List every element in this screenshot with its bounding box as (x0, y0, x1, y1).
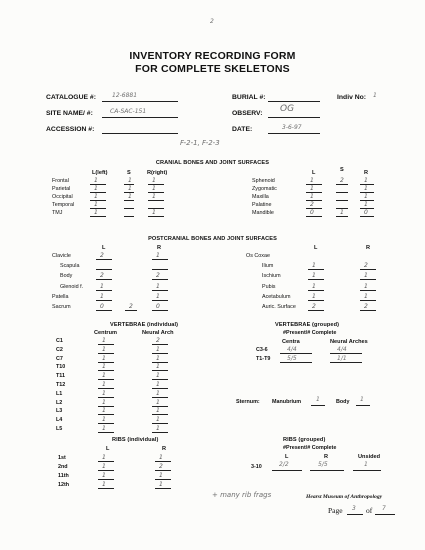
vertebra-entry-line (152, 379, 168, 380)
post-left-entry-line (96, 269, 112, 270)
rib-entry-line (98, 488, 114, 489)
cranial-left-entry-line (124, 216, 134, 217)
cranial-right-entry-line (306, 216, 322, 217)
cranial-left-row-label: Frontal (52, 178, 69, 184)
post-right-row-label: Acetabulum (262, 293, 291, 300)
post-left-entry-line (96, 300, 112, 301)
post-left-row-label: Glenoid f. (60, 283, 84, 290)
post-left-row-label: Sacrum (52, 304, 71, 310)
site-line (102, 117, 178, 118)
rib-row-label: 2nd (58, 464, 68, 470)
cranial-left-entry-mark[interactable]: 1 (128, 184, 132, 192)
vertebra-entry-mark[interactable]: 2 (156, 337, 160, 344)
vertebra-entry-line (98, 370, 114, 371)
catalogue-line (102, 101, 178, 102)
vertebrae-grp-centra-line (280, 362, 312, 363)
post-right-row-label: Ilium (262, 263, 274, 270)
cranial-right-row-label: Zygomatic (252, 185, 277, 192)
vertebra-row-label: C2 (56, 346, 63, 353)
rib-entry-mark[interactable]: 1 (102, 454, 106, 461)
vertebra-entry-line (98, 379, 114, 380)
post-left-entry-mark[interactable]: 1 (100, 292, 104, 300)
post-right-row-label: Ischium (262, 273, 281, 280)
cranial-right-row-label: Palatine (252, 201, 272, 208)
vertebra-row-label: T10 (56, 364, 66, 371)
vertebrae-grp-neural-line (330, 362, 362, 363)
post-left-entry-line (152, 300, 168, 301)
vertebra-entry-line (152, 353, 168, 354)
rib-entry-mark[interactable]: 1 (102, 481, 106, 488)
extra-note: F-2-1, F-2-3 (180, 139, 220, 147)
cranial-left-entry-line (148, 200, 164, 201)
cranial-right-entry-mark[interactable]: 0 (364, 208, 368, 216)
vertebra-row-label: L5 (56, 426, 63, 432)
cranial-right-entry-line (336, 192, 348, 193)
ribs-grp-left-value[interactable]: 2/2 (279, 461, 289, 468)
rib-row-label: 12th (58, 482, 70, 488)
cranial-right-entry-mark[interactable]: 1 (340, 208, 344, 216)
page-total[interactable]: 7 (382, 505, 386, 512)
cranial-section-title: CRANIAL BONES AND JOINT SURFACES (155, 160, 270, 166)
post-left-entry-mark[interactable]: 1 (156, 252, 160, 259)
cranial-left-entry-line (124, 208, 134, 209)
cranial-left-entry-line (148, 192, 164, 193)
post-left-row-label: Patella (52, 293, 69, 300)
vertebra-entry-line (152, 432, 168, 433)
vertebra-entry-line (152, 406, 168, 407)
cranial-right-entry-mark[interactable]: 0 (310, 208, 314, 216)
vertebra-entry-line (98, 344, 114, 345)
sternum-body-value[interactable]: 1 (360, 396, 364, 403)
cranial-right-row-label: Maxilla (252, 193, 269, 200)
page-top-mark: 2 (210, 18, 214, 25)
post-left-entry-mark[interactable]: 2 (100, 272, 104, 280)
observ-label: OBSERV: (232, 110, 263, 117)
cranial-right-entry-line (336, 200, 348, 201)
post-left-row-label: Clavicle (52, 253, 71, 259)
post-right-entry-mark[interactable]: 2 (364, 303, 368, 310)
cranial-right-entry-line (306, 208, 322, 209)
rib-entry-line (155, 470, 171, 471)
cranial-col-right-2: R (364, 170, 369, 176)
vertebra-entry-line (152, 397, 168, 398)
vertebra-entry-mark[interactable]: 1 (102, 407, 106, 415)
vertebra-entry-mark[interactable]: 1 (102, 381, 106, 388)
vertebra-entry-line (152, 423, 168, 424)
vertebra-entry-mark[interactable]: 1 (156, 398, 160, 406)
vertebra-entry-line (98, 432, 114, 433)
ribs-grp-right-line (310, 470, 344, 471)
cranial-col-left: L(left) (92, 170, 108, 176)
cranial-left-entry-line (90, 192, 106, 193)
rib-entry-line (98, 461, 114, 462)
ribs-grp-col-left: L (285, 454, 289, 460)
vertebra-entry-mark[interactable]: 1 (156, 381, 160, 388)
rib-entry-mark[interactable]: 1 (159, 472, 163, 479)
rib-row-label: 1st (58, 455, 66, 461)
post-col-right: R (157, 245, 162, 251)
vertebra-row-label: L4 (56, 417, 63, 424)
page-label: Page (328, 506, 343, 515)
vertebrae-grp-centra-value[interactable]: 4/4 (287, 346, 297, 353)
vertebra-row-label: C1 (56, 338, 63, 344)
ribs-grp-title: RIBS (grouped) (283, 437, 326, 443)
ribs-grp-right-value[interactable]: 5/5 (318, 461, 328, 468)
vertebra-row-label: L3 (56, 408, 63, 415)
cranial-left-entry-line (148, 184, 164, 185)
form-title-line-2: FOR COMPLETE SKELETONS (135, 63, 290, 75)
form-title-line-1: INVENTORY RECORDING FORM (129, 50, 296, 62)
of-label: of (366, 506, 373, 515)
date-label: DATE: (232, 126, 253, 133)
date-value[interactable]: 3-6-97 (282, 124, 302, 131)
post-right-entry-line (308, 300, 324, 301)
sternum-body-label: Body (336, 399, 350, 405)
vertebra-entry-mark[interactable]: 1 (102, 398, 106, 406)
manubrium-value[interactable]: 1 (316, 396, 320, 403)
vertebrae-ind-col-neural: Neural Arch (142, 330, 174, 336)
indiv-value[interactable]: 1 (373, 92, 377, 99)
cranial-right-entry-mark[interactable]: 1 (364, 192, 368, 200)
rib-entry-line (155, 461, 171, 462)
post-right-entry-mark[interactable]: 1 (312, 282, 316, 290)
ribs-ind-col-left: L (106, 446, 110, 452)
post-left-entry-mark[interactable]: 1 (100, 282, 104, 290)
ribs-grp-unsided-line (353, 470, 381, 471)
date-line (268, 133, 320, 134)
vertebra-row-label: L1 (56, 390, 63, 397)
post-right-entry-line (360, 279, 376, 280)
cranial-col-left-2: L (312, 170, 316, 176)
vertebra-entry-mark[interactable]: 1 (156, 425, 160, 432)
post-right-entry-line (308, 290, 324, 291)
vertebra-entry-line (98, 353, 114, 354)
vertebra-entry-line (98, 423, 114, 424)
site-value[interactable]: CA-SAC-151 (110, 108, 147, 115)
cranial-right-entry-mark[interactable]: 1 (310, 192, 314, 200)
vertebra-entry-mark[interactable]: 1 (156, 345, 160, 353)
vertebra-entry-mark[interactable]: 1 (156, 416, 160, 424)
ribs-grp-col-right: R (324, 454, 329, 460)
post-left-entry-mark[interactable]: 1 (156, 292, 160, 300)
cranial-left-entry-mark[interactable]: 1 (94, 184, 98, 192)
museum-name: Hearst Museum of Anthropology (306, 494, 383, 500)
cranial-left-entry-line (90, 208, 106, 209)
vertebra-entry-mark[interactable]: 1 (102, 363, 106, 371)
vertebra-entry-line (98, 362, 114, 363)
vertebrae-grp-neural-value[interactable]: 1/1 (337, 354, 347, 362)
cranial-left-entry-mark[interactable]: 1 (128, 192, 132, 200)
cranial-left-entry-mark[interactable]: 1 (94, 192, 98, 200)
post-right-entry-mark[interactable]: 2 (364, 262, 368, 270)
rib-entry-mark[interactable]: 1 (159, 454, 163, 461)
cranial-left-row-label: Temporal (52, 201, 75, 208)
cranial-left-entry-mark[interactable]: 1 (152, 208, 156, 216)
cranial-right-entry-mark[interactable]: 2 (340, 177, 344, 184)
observ-line (268, 117, 320, 118)
manubrium-label: Manubrium (272, 399, 302, 405)
ribs-ind-title: RIBS (individual) (112, 437, 159, 443)
cranial-right-entry-mark[interactable]: 2 (310, 200, 314, 208)
post-left-entry-mark[interactable]: 2 (156, 272, 160, 280)
rib-entry-line (155, 479, 171, 480)
cranial-left-entry-line (148, 216, 164, 217)
ribs-grp-left-line (272, 470, 302, 471)
post-left-row-label: Scapula (60, 263, 80, 270)
post-right-row-label: Os Coxae (246, 253, 270, 259)
post-left-entry-line (152, 269, 168, 270)
cranial-left-entry-line (90, 184, 106, 185)
cranial-left-entry-mark[interactable]: 1 (152, 177, 156, 184)
indiv-label: Indiv No: (337, 94, 367, 101)
cranial-right-entry-line (306, 184, 322, 185)
cranial-left-entry-line (90, 200, 106, 201)
vertebrae-ind-col-centrum: Centrum (94, 330, 117, 336)
burial-line (268, 101, 320, 102)
cranial-left-entry-line (148, 208, 164, 209)
post-right-row-label: Auric. Surface (262, 304, 296, 310)
post-left-entry-mark[interactable]: 1 (156, 282, 160, 290)
vertebra-row-label: L2 (56, 399, 63, 406)
post-right-entry-mark[interactable]: 1 (312, 272, 316, 280)
vertebra-entry-mark[interactable]: 1 (102, 345, 106, 353)
vertebra-entry-line (98, 388, 114, 389)
cranial-left-entry-mark[interactable]: 1 (94, 208, 98, 216)
post-right-entry-mark[interactable]: 1 (364, 292, 368, 300)
vertebra-row-label: C7 (56, 355, 63, 362)
post-right-row-label: Pubis (262, 283, 276, 290)
catalogue-label: CATALOGUE #: (46, 94, 96, 101)
vertebra-entry-mark[interactable]: 1 (102, 354, 106, 362)
vertebra-entry-mark[interactable]: 1 (156, 363, 160, 371)
post-left-entry-line (96, 290, 112, 291)
ribs-grp-col-unsided: Unsided (358, 454, 381, 460)
vertebra-entry-line (152, 388, 168, 389)
site-label: SITE NAME/ #: (46, 110, 93, 117)
manubrium-line (311, 405, 325, 406)
rib-entry-mark[interactable]: 2 (159, 463, 163, 470)
post-right-entry-mark[interactable]: 1 (364, 282, 368, 290)
vertebra-entry-line (152, 362, 168, 363)
post-left-entry-line (152, 290, 168, 291)
vertebra-entry-mark[interactable]: 1 (102, 372, 106, 380)
ribs-grp-unsided-value[interactable]: 1 (364, 461, 368, 468)
vertebrae-grp-col-neural: Neural Arches (330, 339, 368, 345)
vertebra-entry-line (98, 397, 114, 398)
vertebrae-grp-neural-value[interactable]: 4/4 (337, 346, 347, 353)
observ-value[interactable]: OG (280, 104, 295, 114)
burial-label: BURIAL #: (232, 94, 266, 101)
post-left-entry-line (96, 310, 112, 311)
vertebra-entry-mark[interactable]: 1 (156, 354, 160, 362)
rib-entry-line (155, 488, 171, 489)
vertebra-entry-mark[interactable]: 1 (156, 372, 160, 380)
post-right-entry-mark[interactable]: 1 (312, 292, 316, 300)
page-num[interactable]: 3 (352, 505, 356, 512)
vertebra-entry-mark[interactable]: 1 (102, 416, 106, 424)
vertebra-row-label: T12 (56, 382, 66, 388)
post-left-entry-line (96, 259, 112, 260)
post-left-entry-mark[interactable]: 0 (156, 303, 160, 310)
cranial-col-side: S (127, 170, 131, 176)
vertebra-entry-mark[interactable]: 1 (102, 425, 106, 432)
sternum-body-line (356, 405, 370, 406)
post-left-entry-line (152, 310, 168, 311)
cranial-col-right: R(right) (147, 170, 168, 176)
vertebrae-grp-row-label: T1-T9 (256, 355, 271, 362)
cranial-left-entry-line (124, 200, 134, 201)
cranial-left-entry-mark[interactable]: 1 (94, 177, 98, 184)
vertebrae-grp-centra-value[interactable]: 5/5 (287, 354, 297, 362)
vertebra-entry-mark[interactable]: 1 (102, 389, 106, 397)
rib-entry-line (98, 470, 114, 471)
vertebrae-ind-title: VERTEBRAE (individual) (110, 322, 179, 328)
accession-line (102, 133, 178, 134)
post-left-entry-mark[interactable]: 2 (129, 303, 133, 310)
post-left-row-label: Body (60, 273, 73, 280)
post-right-entry-mark[interactable]: 1 (364, 272, 368, 280)
rib-row-label: 11th (58, 473, 69, 479)
post-right-entry-line (360, 290, 376, 291)
ribs-ind-col-right: R (162, 446, 167, 452)
vertebra-entry-line (152, 344, 168, 345)
cranial-right-entry-mark[interactable]: 1 (364, 177, 368, 184)
vertebrae-grp-subtitle: #Present/# Complete (283, 330, 337, 336)
post-right-entry-mark[interactable]: 1 (312, 262, 316, 270)
cranial-right-entry-line (306, 192, 322, 193)
vertebra-entry-line (152, 370, 168, 371)
catalogue-value[interactable]: 12-6881 (112, 92, 138, 99)
cranial-left-entry-mark[interactable]: 1 (152, 192, 156, 200)
post-col-left: L (102, 245, 106, 251)
post-left-entry-line (152, 259, 168, 260)
rib-entry-line (98, 479, 114, 480)
cranial-right-entry-line (306, 200, 322, 201)
cranial-right-entry-mark[interactable]: 1 (364, 200, 368, 208)
post-left-entry-mark[interactable]: 2 (100, 252, 104, 259)
sternum-label: Sternum: (236, 399, 260, 405)
post-right-entry-line (360, 300, 376, 301)
footer-note: + many rib frags (212, 491, 272, 499)
ribs-grp-row-label: 3-10 (251, 464, 262, 470)
post-right-entry-line (308, 310, 324, 311)
post-col-right-2: R (366, 245, 371, 251)
cranial-right-row-label: Sphenoid (252, 178, 275, 184)
post-right-entry-line (308, 269, 324, 270)
cranial-left-entry-mark[interactable]: 1 (128, 177, 132, 184)
cranial-left-row-label: TMJ (52, 209, 63, 216)
cranial-right-entry-line (360, 216, 374, 217)
page-total-line (375, 514, 395, 515)
post-left-entry-line (152, 279, 168, 280)
post-right-entry-line (360, 310, 376, 311)
cranial-left-entry-mark[interactable]: 1 (152, 184, 156, 192)
vertebrae-grp-title: VERTEBRAE (grouped) (275, 322, 340, 328)
postcranial-section-title: POSTCRANIAL BONES AND JOINT SURFACES (148, 236, 277, 242)
page-num-line (347, 514, 363, 515)
rib-entry-mark[interactable]: 1 (159, 481, 163, 488)
cranial-right-entry-line (336, 184, 348, 185)
vertebra-entry-mark[interactable]: 1 (156, 389, 160, 397)
cranial-right-entry-line (336, 216, 348, 217)
post-col-left-2: L (314, 245, 318, 251)
post-right-entry-line (308, 279, 324, 280)
cranial-right-entry-mark[interactable]: 1 (310, 177, 314, 184)
rib-entry-mark[interactable]: 1 (102, 463, 106, 470)
cranial-left-entry-line (90, 216, 106, 217)
cranial-left-row-label: Parietal (52, 185, 71, 192)
cranial-left-row-label: Occipital (52, 193, 73, 200)
vertebra-entry-line (152, 414, 168, 415)
ribs-grp-subtitle: #Present/# Complete (283, 445, 337, 451)
vertebra-entry-line (98, 414, 114, 415)
vertebra-entry-mark[interactable]: 1 (156, 407, 160, 415)
post-left-entry-line (125, 310, 137, 311)
cranial-right-entry-mark[interactable]: 1 (364, 184, 368, 192)
vertebra-entry-line (98, 406, 114, 407)
vertebra-row-label: T11 (56, 373, 65, 380)
vertebrae-grp-row-label: C3-6 (256, 347, 268, 353)
cranial-right-entry-mark[interactable]: 1 (310, 184, 314, 192)
post-left-entry-mark[interactable]: 0 (100, 303, 104, 310)
post-left-entry-line (96, 279, 112, 280)
rib-entry-mark[interactable]: 1 (102, 472, 106, 479)
post-right-entry-mark[interactable]: 2 (312, 303, 316, 310)
cranial-left-entry-mark[interactable]: 1 (94, 200, 98, 208)
cranial-col-side-2: S (340, 167, 344, 173)
vertebra-entry-mark[interactable]: 1 (102, 337, 106, 344)
post-right-entry-line (360, 269, 376, 270)
vertebrae-grp-col-centra: Centra (282, 339, 300, 345)
cranial-right-row-label: Mandible (252, 209, 274, 216)
accession-label: ACCESSION #: (46, 126, 95, 133)
